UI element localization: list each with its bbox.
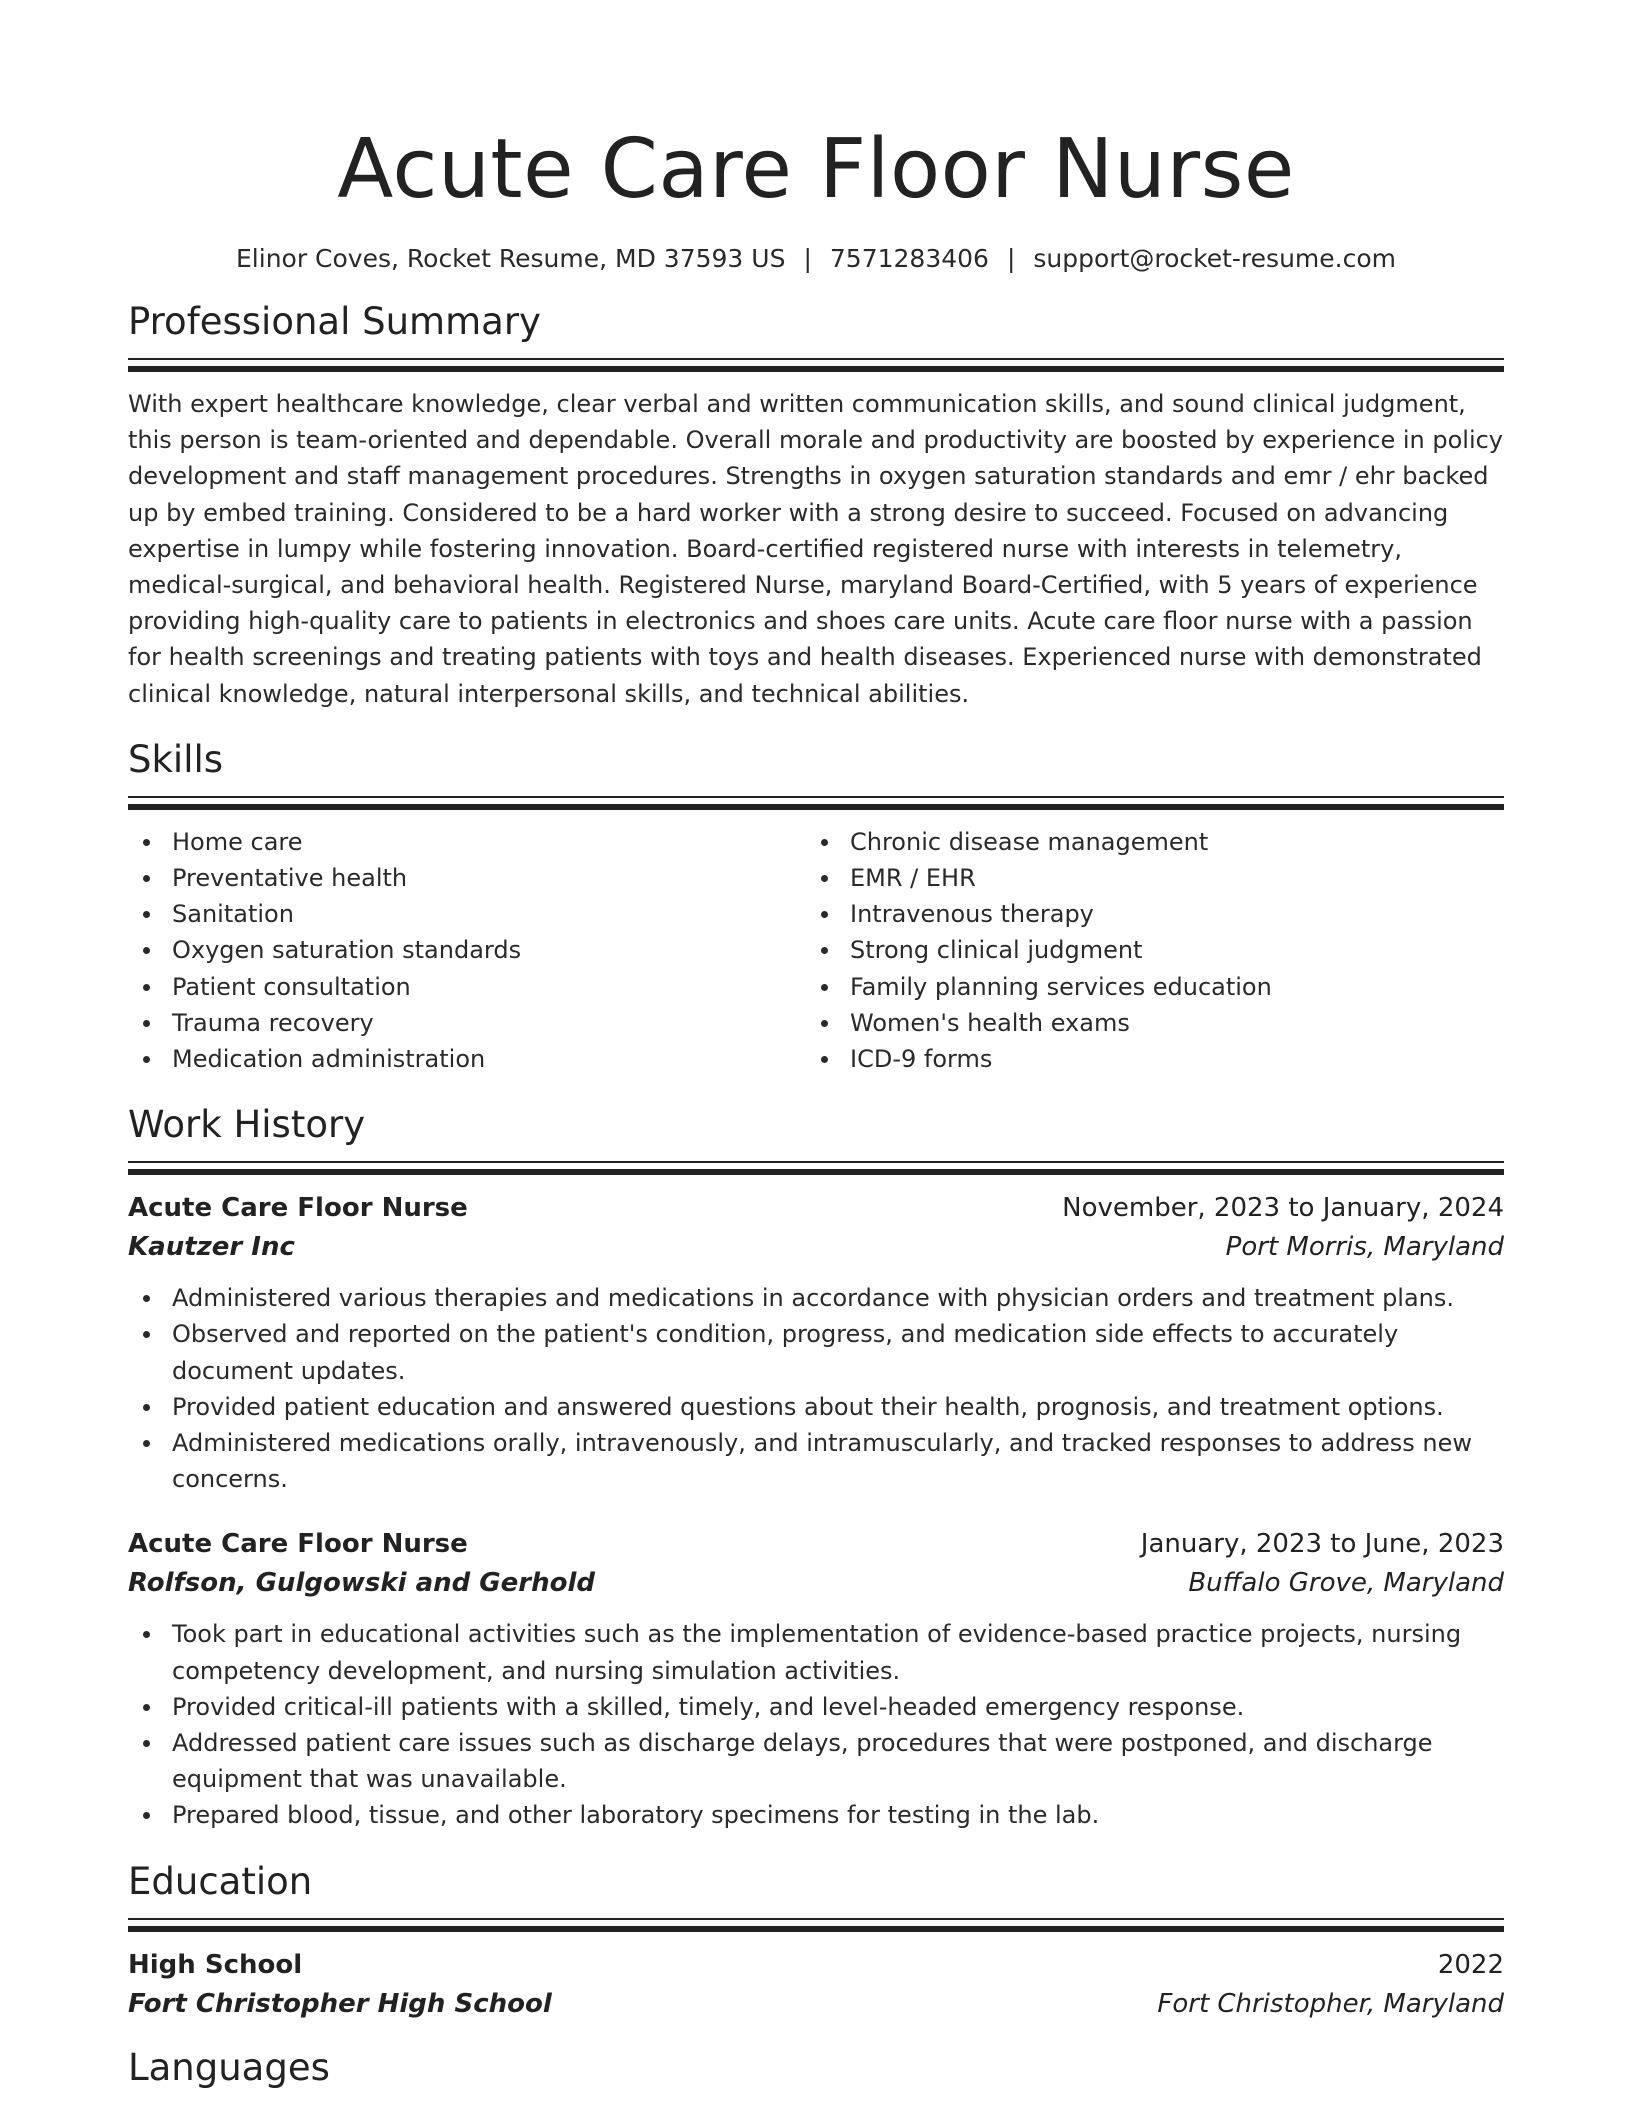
skill-item: Preventative health [128,860,806,896]
section-divider [128,796,1504,810]
skills-list-left [128,824,806,1077]
job-company-row [128,1564,1504,1603]
job-location: Buffalo Grove, Maryland [1188,1568,1504,1599]
skill-item: ICD-9 forms [806,1041,1484,1077]
skill-item: Chronic disease management [806,824,1484,860]
skill-item: Intravenous therapy [806,896,1484,932]
job-dates: November, 2023 to January, 2024 [1062,1193,1504,1224]
job-company: Rolfson, Gulgowski and Gerhold [128,1568,595,1599]
section-title-languages: Languages [128,2045,330,2089]
resume-page [128,0,1504,2092]
job-header-row [128,1189,1504,1228]
skills-list-right [806,824,1484,1077]
skill-item: Home care [128,824,806,860]
contact-separator: | [803,244,812,273]
section-title-work-history: Work History [128,1103,366,1147]
job-company-row [128,1228,1504,1267]
skill-item: Women's health exams [806,1005,1484,1041]
job-duty: Provided critical-ill patients with a skilled, timely, and level-headed emergency response. [128,1689,1504,1725]
section-divider [128,1918,1504,1932]
job-duty: Provided patient education and answered questions about their health, prognosis, and treatment options. [128,1389,1504,1425]
job-entry [128,1525,1504,1833]
candidate-name: Acute Care Floor Nurse [337,122,1295,217]
education-location: Fort Christopher, Maryland [1157,1988,1504,2019]
section-divider [128,358,1504,372]
contact-address: Elinor Coves, Rocket Resume, MD 37593 US [236,244,786,273]
job-dates: January, 2023 to June, 2023 [1140,1529,1504,1560]
summary-section [128,298,1504,712]
section-divider [128,1161,1504,1175]
section-title-education: Education [128,1859,313,1903]
job-duties-list [128,1280,1504,1497]
job-location: Port Morris, Maryland [1225,1232,1504,1263]
contact-line [128,242,1504,276]
skill-item: Sanitation [128,896,806,932]
skill-item: Oxygen saturation standards [128,932,806,968]
summary-text: With expert healthcare knowledge, clear verbal and written communication skills, and sound clinical judgment, this person is team-oriented and dependable. Overall morale and productivity are boosted by experience in policy development and staff management procedures. Strengths in oxygen saturation standards and emr / ehr backed up by embed training. Considered to be a hard worker with a strong desire to succeed. Focused on advancing expertise in lumpy while fostering innovation. Board-certified registered nurse with interests in telemetry, medical-surgical, and behavioral health. Registered Nurse, maryland Board-Certified, with 5 years of experience providing high-quality care to patients in electronics and shoes care units. Acute care floor nurse with a passion for health screenings and treating patients with toys and health diseases. Experienced nurse with demonstrated clinical knowledge, natural interpersonal skills, and technical abilities. [128,390,1504,708]
section-title-summary: Professional Summary [128,300,541,343]
skill-item: EMR / EHR [806,860,1484,896]
job-title: Acute Care Floor Nurse [128,1193,468,1224]
skill-item: Medication administration [128,1041,806,1077]
job-title: Acute Care Floor Nurse [128,1529,468,1560]
job-duty: Administered various therapies and medications in accordance with physician orders and treatment plans. [128,1280,1504,1316]
job-entry [128,1189,1504,1497]
skill-item: Patient consultation [128,969,806,1005]
job-header-row [128,1525,1504,1564]
skill-item: Strong clinical judgment [806,932,1484,968]
education-header-row [128,1946,1504,1985]
section-title-skills: Skills [128,737,224,781]
contact-separator: | [1006,244,1016,273]
skills-columns [128,824,1504,1077]
job-company: Kautzer Inc [128,1232,295,1263]
job-duty: Administered medications orally, intravenously, and intramuscularly, and tracked responses to address new concerns. [128,1425,1504,1497]
job-duty: Observed and reported on the patient's condition, progress, and medication side effects to accurately document updates. [128,1316,1504,1388]
education-degree: High School [128,1949,303,1980]
education-school-row [128,1985,1504,2024]
education-section [128,1858,1504,2024]
education-year: 2022 [1437,1949,1504,1980]
languages-section [128,2044,1504,2092]
skill-item: Family planning services education [806,969,1484,1005]
job-duty: Prepared blood, tissue, and other laboratory specimens for testing in the lab. [128,1797,1504,1833]
job-duties-list [128,1616,1504,1833]
education-school: Fort Christopher High School [128,1988,552,2019]
skills-section [128,736,1504,1077]
education-entry [128,1946,1504,2024]
contact-phone: 7571283406 [829,244,989,273]
skill-item: Trauma recovery [128,1005,806,1041]
contact-email: support@rocket-resume.com [1033,244,1396,273]
job-duty: Addressed patient care issues such as discharge delays, procedures that were postponed, and discharge equipment that was unavailable. [128,1725,1504,1797]
job-duty: Took part in educational activities such as the implementation of evidence-based practice projects, nursing competency development, and nursing simulation activities. [128,1616,1504,1688]
work-history-section [128,1101,1504,1833]
